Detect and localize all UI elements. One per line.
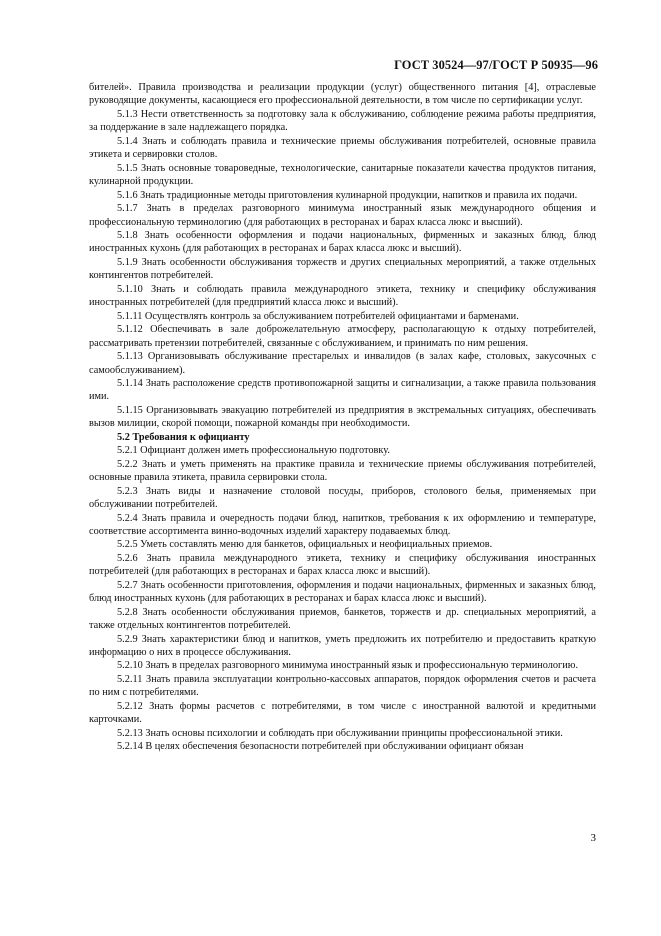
paragraph: 5.1.15 Организовывать эвакуацию потребителей из предприятия в экстремальных ситуациях, обеспечивать вызов милиции, скорой помощи, пожарной команды при необходимости. [89, 404, 596, 430]
paragraph: 5.2.4 Знать правила и очередность подачи блюд, напитков, требования к их оформлению и температуре, соответствие ассортимента винно-водочных изделий характеру подаваемых блюд. [89, 512, 596, 537]
paragraph: 5.2.3 Знать виды и назначение столовой посуды, приборов, столового белья, применяемых при обслуживании потребителей. [89, 485, 596, 511]
paragraph: бителей». Правила производства и реализации продукции (услуг) общественного питания [4], отраслевые руководящие документы, касающиеся его профессиональной деятельности, в том числе по сертификации услуг. [89, 82, 596, 107]
page-number: 3 [590, 832, 596, 844]
paragraph: 5.2.12 Знать формы расчетов с потребителями, в том числе с иностранной валютой и кредитными карточками. [89, 700, 596, 726]
paragraph: 5.1.13 Организовывать обслуживание престарелых и инвалидов (в залах кафе, столовых, закусочных с самообслуживанием). [89, 351, 596, 376]
paragraph: 5.1.6 Знать традиционные методы приготовления кулинарной продукции, напитков и правила их подачи. [117, 189, 578, 201]
paragraph: 5.2.9 Знать характеристики блюд и напитков, уметь предложить их потребителю и предоставить краткую информацию о них в процессе обслуживания. [89, 633, 596, 659]
paragraph: 5.2.11 Знать правила эксплуатации контрольно-кассовых аппаратов, порядок оформления счетов и расчета по ним с потребителями. [89, 673, 596, 699]
paragraph: 5.2.8 Знать особенности обслуживания приемов, банкетов, торжеств и др. специальных мероприятий, а также отдельных контингентов потребителей. [89, 606, 596, 632]
paragraph: 5.2.10 Знать в пределах разговорного минимума иностранный язык и профессиональную терминологию. [117, 660, 579, 672]
standard-header: ГОСТ 30524—97/ГОСТ Р 50935—96 [394, 58, 598, 72]
paragraph: 5.1.4 Знать и соблюдать правила и технические приемы обслуживания потребителей, основные правила этикета и сервировки столов. [89, 135, 596, 161]
paragraph: 5.2.14 В целях обеспечения безопасности потребителей при обслуживании официант обязан [117, 741, 524, 753]
paragraph: 5.1.5 Знать основные товароведные, технологические, санитарные показатели качества продуктов питания, кулинарной продукции. [89, 162, 596, 188]
paragraph: 5.2.7 Знать особенности приготовления, оформления и подачи национальных, фирменных и заказных блюд, блюд иностранных кухонь (для работающих в ресторанах и барах класса люкс и высший). [89, 579, 596, 605]
document-body [89, 81, 596, 754]
paragraph: 5.1.9 Знать особенности обслуживания торжеств и других специальных мероприятий, а также отдельных контингентов потребителей. [89, 256, 596, 282]
paragraph: 5.1.8 Знать особенности оформления и подачи национальных, фирменных и заказных блюд, блюд иностранных кухонь (для работающих в ресторанах и барах класса люкс и высший). [89, 229, 596, 255]
section-heading: 5.2 Требования к официанту [117, 431, 250, 443]
paragraph: 5.2.5 Уметь составлять меню для банкетов, официальных и неофициальных приемов. [117, 539, 493, 551]
paragraph: 5.2.1 Официант должен иметь профессиональную подготовку. [117, 445, 390, 457]
paragraph: 5.2.2 Знать и уметь применять на практике правила и технические приемы обслуживания потребителей, основные правила этикета, правила сервировки стола. [89, 458, 596, 484]
paragraph: 5.1.12 Обеспечивать в зале доброжелательную атмосферу, располагающую к отдыху потребителей, рассматривать претензии потребителей, связанные с обслуживанием, и принимать по ним решения. [89, 324, 596, 349]
paragraph: 5.2.6 Знать правила международного этикета, технику и специфику обслуживания иностранных потребителей (для работающих в ресторанах и барах класса люкс и высший). [89, 552, 596, 578]
paragraph: 5.1.14 Знать расположение средств противопожарной защиты и сигнализации, а также правила пользования ими. [89, 377, 596, 403]
paragraph: 5.1.3 Нести ответственность за подготовку зала к обслуживанию, соблюдение режима работы предприятия, за поддержание в зале надлежащего порядка. [89, 108, 596, 134]
paragraph: 5.2.13 Знать основы психологии и соблюдать при обслуживании принципы профессиональной этики. [117, 727, 563, 739]
paragraph: 5.1.11 Осуществлять контроль за обслуживанием потребителей официантами и барменами. [117, 310, 519, 322]
paragraph: 5.1.10 Знать и соблюдать правила международного этикета, технику и специфику обслуживания иностранных потребителей (для предприятий класса люкс и высший). [89, 283, 596, 309]
paragraph: 5.1.7 Знать в пределах разговорного минимума иностранный язык международного общения и профессиональную терминологию (для работающих в ресторанах и барах класса люкс и высший). [89, 203, 596, 228]
